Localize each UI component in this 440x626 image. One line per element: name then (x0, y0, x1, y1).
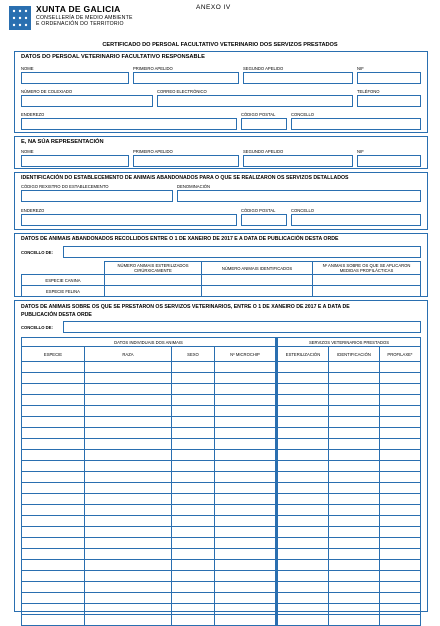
table-cell[interactable] (277, 494, 329, 505)
header-esterilizados: NÚMERO ANIMAIS ESTERILIZADOS CIRÚRXICAMENTE (105, 262, 202, 275)
est-concello-field[interactable] (291, 214, 421, 226)
table-cell[interactable] (215, 406, 277, 417)
table-cell[interactable] (85, 417, 172, 428)
table-cell[interactable] (22, 483, 85, 494)
table-cell[interactable] (85, 494, 172, 505)
table-cell[interactable] (22, 527, 85, 538)
table-cell[interactable] (215, 472, 277, 483)
table-cell[interactable] (277, 406, 329, 417)
table-cell[interactable] (215, 582, 277, 593)
section-title: DATOS DO PERSOAL VETERINARIO FACULTATIVO RESPONSABLE (21, 54, 205, 60)
table-cell[interactable] (172, 450, 215, 461)
xunta-logo-icon (9, 6, 31, 30)
table-cell[interactable] (380, 538, 421, 549)
cell-felina-profilacticas[interactable] (313, 286, 421, 297)
table-row (22, 505, 421, 516)
telefono-field[interactable] (357, 95, 421, 107)
table-cell[interactable] (277, 483, 329, 494)
colexiado-field[interactable] (21, 95, 153, 107)
table-row (22, 538, 421, 549)
table-cell[interactable] (380, 527, 421, 538)
table-cell[interactable] (380, 362, 421, 373)
table-cell[interactable] (172, 373, 215, 384)
table-cell[interactable] (172, 362, 215, 373)
concello-field[interactable] (291, 118, 421, 130)
rep-nif-field[interactable] (357, 155, 421, 167)
table-cell[interactable] (215, 362, 277, 373)
table-cell[interactable] (215, 571, 277, 582)
table-cell[interactable] (277, 538, 329, 549)
table-cell[interactable] (85, 439, 172, 450)
table-cell[interactable] (85, 483, 172, 494)
table-cell[interactable] (380, 439, 421, 450)
header-microchip: Nº MICROCHIP (215, 347, 277, 362)
page-header (0, 0, 440, 38)
table-cell[interactable] (85, 516, 172, 527)
table-cell[interactable] (172, 406, 215, 417)
table-cell[interactable] (329, 494, 380, 505)
table-cell[interactable] (22, 450, 85, 461)
table-row (22, 461, 421, 472)
table-cell[interactable] (22, 428, 85, 439)
table-cell[interactable] (329, 384, 380, 395)
label-concello-de: CONCELLO DE: (21, 325, 53, 330)
table-cell[interactable] (172, 538, 215, 549)
table-cell[interactable] (172, 582, 215, 593)
table-row (22, 406, 421, 417)
table-cell[interactable] (215, 505, 277, 516)
table-cell[interactable] (380, 494, 421, 505)
table-cell[interactable] (172, 615, 215, 626)
table-cell[interactable] (380, 593, 421, 604)
nome-field[interactable] (21, 72, 129, 84)
table-cell[interactable] (380, 373, 421, 384)
label-enderezo: ENDEREZO (21, 208, 45, 213)
row-label-felina: ESPECIE FELINA (22, 286, 105, 297)
table-cell[interactable] (329, 505, 380, 516)
section-establishment (14, 172, 428, 230)
label-codigo-rexistro: CÓDIGO REXISTRO DO ESTABLECEMENTO (21, 184, 109, 189)
table-row (22, 483, 421, 494)
table-cell[interactable] (22, 505, 85, 516)
table-cell[interactable] (215, 527, 277, 538)
table-cell[interactable] (22, 373, 85, 384)
label-codigo-postal: CÓDIGO POSTAL (241, 112, 276, 117)
table-cell[interactable] (329, 450, 380, 461)
table-cell[interactable] (277, 615, 329, 626)
table-cell[interactable] (172, 505, 215, 516)
table-row (22, 395, 421, 406)
table-cell[interactable] (22, 582, 85, 593)
table-cell[interactable] (277, 527, 329, 538)
label-segundo-apelido: SEGUNDO APELIDO (243, 149, 284, 154)
table-cell[interactable] (329, 461, 380, 472)
table-cell[interactable] (277, 560, 329, 571)
table-cell[interactable] (85, 384, 172, 395)
label-enderezo: ENDEREZO (21, 112, 45, 117)
segundo-apelido-field[interactable] (243, 72, 353, 84)
table-cell[interactable] (380, 428, 421, 439)
table-cell[interactable] (85, 571, 172, 582)
table-cell[interactable] (215, 384, 277, 395)
table-cell[interactable] (215, 450, 277, 461)
table-row (22, 549, 421, 560)
table-row (22, 527, 421, 538)
table-cell[interactable] (85, 450, 172, 461)
header-raza: RAZA (85, 347, 172, 362)
table-cell[interactable] (172, 461, 215, 472)
table-cell[interactable] (22, 516, 85, 527)
table-cell[interactable] (22, 417, 85, 428)
table-cell[interactable] (215, 516, 277, 527)
table-cell[interactable] (85, 593, 172, 604)
table-cell[interactable] (22, 362, 85, 373)
section-title-line1: DATOS DE ANIMAIS SOBRE OS QUE SE PRESTARON OS SERVIZOS VETERINARIOS, ENTRE O 1 DE XANEIRO DE 2017 E A DATA DE (21, 304, 350, 310)
header-especie: ESPECIE (22, 347, 85, 362)
table-cell[interactable] (329, 538, 380, 549)
table-cell[interactable] (277, 549, 329, 560)
label-concello: CONCELLO (291, 208, 315, 213)
cell-felina-identificados[interactable] (202, 286, 313, 297)
table-cell[interactable] (380, 549, 421, 560)
table-row (22, 439, 421, 450)
table-cell[interactable] (85, 505, 172, 516)
label-nome: NOME (21, 66, 34, 71)
table-cell[interactable] (172, 549, 215, 560)
table-row (22, 571, 421, 582)
table-cell[interactable] (277, 428, 329, 439)
table-cell[interactable] (277, 395, 329, 406)
rep-primeiro-apelido-field[interactable] (133, 155, 239, 167)
table-cell[interactable] (380, 406, 421, 417)
section-title-line2: PUBLICACIÓN DESTA ORDE (21, 312, 92, 318)
table-cell[interactable] (22, 615, 85, 626)
table-cell[interactable] (329, 428, 380, 439)
table-cell[interactable] (85, 461, 172, 472)
table-cell[interactable] (380, 615, 421, 626)
animals-summary-table (21, 261, 421, 297)
table-row (22, 560, 421, 571)
cell-canina-identificados[interactable] (202, 275, 313, 286)
section-services (14, 300, 428, 612)
table-cell[interactable] (172, 395, 215, 406)
table-cell[interactable] (85, 549, 172, 560)
organization-block (36, 5, 133, 27)
label-segundo-apelido: SEGUNDO APELIDO (243, 66, 284, 71)
table-cell[interactable] (277, 384, 329, 395)
table-cell[interactable] (22, 549, 85, 560)
table-cell[interactable] (172, 472, 215, 483)
label-nif: NIF (357, 149, 364, 154)
header-profilacticas: Nº ANIMAIS SOBRE OS QUE SE APLICARON MEDIDAS PROFILÁCTICAS (313, 262, 421, 275)
rep-nome-field[interactable] (21, 155, 129, 167)
table-cell[interactable] (172, 604, 215, 615)
table-row (22, 428, 421, 439)
table-cell[interactable] (380, 505, 421, 516)
table-cell[interactable] (380, 571, 421, 582)
table-cell[interactable] (329, 593, 380, 604)
table-cell[interactable] (380, 450, 421, 461)
table-cell[interactable] (277, 373, 329, 384)
table-cell[interactable] (22, 560, 85, 571)
table-cell[interactable] (22, 461, 85, 472)
table-cell[interactable] (172, 428, 215, 439)
table-cell[interactable] (215, 417, 277, 428)
primeiro-apelido-field[interactable] (133, 72, 239, 84)
table-row (22, 593, 421, 604)
header-identificados: NÚMERO ANIMAIS IDENTIFICADOS (202, 262, 313, 275)
label-nome: NOME (21, 149, 34, 154)
table-cell[interactable] (85, 527, 172, 538)
table-row (22, 582, 421, 593)
label-codigo-postal: CÓDIGO POSTAL (241, 208, 276, 213)
table-cell[interactable] (277, 604, 329, 615)
table-cell[interactable] (215, 560, 277, 571)
table-cell[interactable] (329, 549, 380, 560)
table-cell[interactable] (277, 461, 329, 472)
table-cell[interactable] (329, 527, 380, 538)
section-title: DATOS DE ANIMAIS ABANDONADOS RECOLLIDOS ENTRE O 1 DE XANEIRO DE 2017 E A DATA DE PUBLICACIÓN DESTA ORDE (21, 236, 339, 242)
document-title: CERTIFICADO DO PERSOAL FACULTATIVO VETERINARIO DOS SERVIZOS PRESTADOS (102, 42, 338, 48)
table-cell[interactable] (380, 384, 421, 395)
table-cell[interactable] (329, 472, 380, 483)
concello-de-field[interactable] (63, 246, 421, 258)
annex-label: ANEXO IV (196, 4, 231, 11)
table-cell[interactable] (22, 593, 85, 604)
table-cell[interactable] (22, 494, 85, 505)
table-cell[interactable] (85, 373, 172, 384)
table-cell[interactable] (22, 406, 85, 417)
table-cell[interactable] (380, 582, 421, 593)
table-row (22, 494, 421, 505)
label-primeiro-apelido: PRIMEIRO APELIDO (133, 149, 173, 154)
table-cell[interactable] (215, 604, 277, 615)
table-cell[interactable] (215, 615, 277, 626)
table-cell[interactable] (380, 395, 421, 406)
table-cell[interactable] (277, 516, 329, 527)
table-cell[interactable] (380, 483, 421, 494)
table-cell[interactable] (85, 604, 172, 615)
table-cell[interactable] (329, 395, 380, 406)
table-cell[interactable] (277, 362, 329, 373)
table-cell[interactable] (85, 538, 172, 549)
section-title (21, 303, 350, 319)
table-cell[interactable] (277, 417, 329, 428)
table-cell[interactable] (329, 604, 380, 615)
label-correo: CORREO ELECTRÓNICO (157, 89, 207, 94)
table-cell[interactable] (215, 549, 277, 560)
table-cell[interactable] (329, 373, 380, 384)
empty-cell (22, 262, 105, 275)
table-row (22, 604, 421, 615)
header-identificacion: IDENTIFICACIÓN (329, 347, 380, 362)
table-cell[interactable] (329, 615, 380, 626)
table-cell[interactable] (215, 439, 277, 450)
table-cell[interactable] (277, 450, 329, 461)
services-table (21, 337, 421, 626)
nif-field[interactable] (357, 72, 421, 84)
row-label-canina: ESPECIE CANINA (22, 275, 105, 286)
section-representative (14, 136, 428, 169)
est-enderezo-field[interactable] (21, 214, 237, 226)
org-subtitle-1: CONSELLERÍA DE MEDIO AMBIENTE (36, 14, 133, 21)
table-cell[interactable] (172, 560, 215, 571)
table-cell[interactable] (215, 428, 277, 439)
codigo-postal-field[interactable] (241, 118, 287, 130)
table-cell[interactable] (329, 406, 380, 417)
table-row (22, 417, 421, 428)
table-cell[interactable] (215, 494, 277, 505)
table-cell[interactable] (277, 472, 329, 483)
header-profilaxe: PROFILAXE* (380, 347, 421, 362)
table-cell[interactable] (22, 395, 85, 406)
table-row (22, 384, 421, 395)
table-cell[interactable] (22, 384, 85, 395)
table-cell[interactable] (329, 362, 380, 373)
table-cell[interactable] (277, 593, 329, 604)
cell-canina-esterilizados[interactable] (105, 275, 202, 286)
codigo-rexistro-field[interactable] (21, 190, 173, 202)
concello-de-field[interactable] (63, 321, 421, 333)
table-cell[interactable] (215, 483, 277, 494)
table-cell[interactable] (277, 571, 329, 582)
table-row (22, 373, 421, 384)
table-row (22, 450, 421, 461)
table-cell[interactable] (215, 593, 277, 604)
table-cell[interactable] (215, 461, 277, 472)
table-cell[interactable] (22, 538, 85, 549)
table-cell[interactable] (380, 560, 421, 571)
table-cell[interactable] (85, 560, 172, 571)
table-cell[interactable] (172, 527, 215, 538)
header-esterilizacion: ESTERILIZACIÓN (277, 347, 329, 362)
table-cell[interactable] (172, 516, 215, 527)
table-cell[interactable] (85, 615, 172, 626)
label-denominacion: DENOMINACIÓN (177, 184, 211, 189)
table-cell[interactable] (329, 483, 380, 494)
section-veterinarian (14, 51, 428, 133)
table-cell[interactable] (85, 395, 172, 406)
section-title: IDENTIFICACIÓN DO ESTABLECEMENTO DE ANIMAIS ABANDONADOS PARA O QUE SE REALIZARON OS SERVIZOS DETALLADOS (21, 175, 349, 181)
label-concello: CONCELLO (291, 112, 315, 117)
table-cell[interactable] (172, 571, 215, 582)
table-cell[interactable] (22, 472, 85, 483)
org-title: XUNTA DE GALICIA (36, 4, 121, 14)
table-cell[interactable] (85, 582, 172, 593)
table-cell[interactable] (329, 582, 380, 593)
label-primeiro-apelido: PRIMEIRO APELIDO (133, 66, 173, 71)
table-cell[interactable] (329, 571, 380, 582)
table-cell[interactable] (215, 538, 277, 549)
org-subtitle-2: E ORDENACIÓN DO TERRITORIO (36, 20, 124, 27)
label-concello-de: CONCELLO DE: (21, 250, 53, 255)
table-cell[interactable] (172, 417, 215, 428)
table-cell[interactable] (380, 516, 421, 527)
section-abandoned-animals (14, 233, 428, 297)
table-cell[interactable] (380, 461, 421, 472)
table-row (22, 472, 421, 483)
cell-felina-esterilizados[interactable] (105, 286, 202, 297)
cell-canina-profilacticas[interactable] (313, 275, 421, 286)
label-colexiado: NÚMERO DE COLEXIADO (21, 89, 73, 94)
table-cell[interactable] (22, 439, 85, 450)
est-codigo-postal-field[interactable] (241, 214, 287, 226)
table-cell[interactable] (329, 439, 380, 450)
table-cell[interactable] (172, 593, 215, 604)
header-datos-individuais: DATOS INDIVIDUAIS DOS ANIMAIS (22, 338, 277, 347)
table-cell[interactable] (277, 439, 329, 450)
table-cell[interactable] (215, 395, 277, 406)
table-cell[interactable] (85, 428, 172, 439)
table-cell[interactable] (172, 494, 215, 505)
table-cell[interactable] (215, 373, 277, 384)
table-cell[interactable] (85, 406, 172, 417)
table-row (22, 615, 421, 626)
table-cell[interactable] (85, 472, 172, 483)
header-servizos-prestados: SERVIZOS VETERINARIOS PRESTADOS (277, 338, 421, 347)
section-title: E, NA SÚA REPRESENTACIÓN (21, 139, 104, 145)
table-cell[interactable] (329, 417, 380, 428)
enderezo-field[interactable] (21, 118, 237, 130)
correo-field[interactable] (157, 95, 353, 107)
table-cell[interactable] (277, 505, 329, 516)
table-cell[interactable] (22, 571, 85, 582)
table-cell[interactable] (172, 439, 215, 450)
table-cell[interactable] (22, 604, 85, 615)
table-cell[interactable] (329, 516, 380, 527)
rep-segundo-apelido-field[interactable] (243, 155, 353, 167)
label-telefono: TELÉFONO (357, 89, 380, 94)
table-cell[interactable] (172, 483, 215, 494)
table-cell[interactable] (380, 604, 421, 615)
table-cell[interactable] (85, 362, 172, 373)
table-cell[interactable] (329, 560, 380, 571)
header-sexo: SEXO (172, 347, 215, 362)
table-cell[interactable] (172, 384, 215, 395)
denominacion-field[interactable] (177, 190, 421, 202)
table-row (22, 516, 421, 527)
table-cell[interactable] (380, 472, 421, 483)
label-nif: NIF (357, 66, 364, 71)
table-row (22, 362, 421, 373)
table-cell[interactable] (380, 417, 421, 428)
table-cell[interactable] (277, 582, 329, 593)
